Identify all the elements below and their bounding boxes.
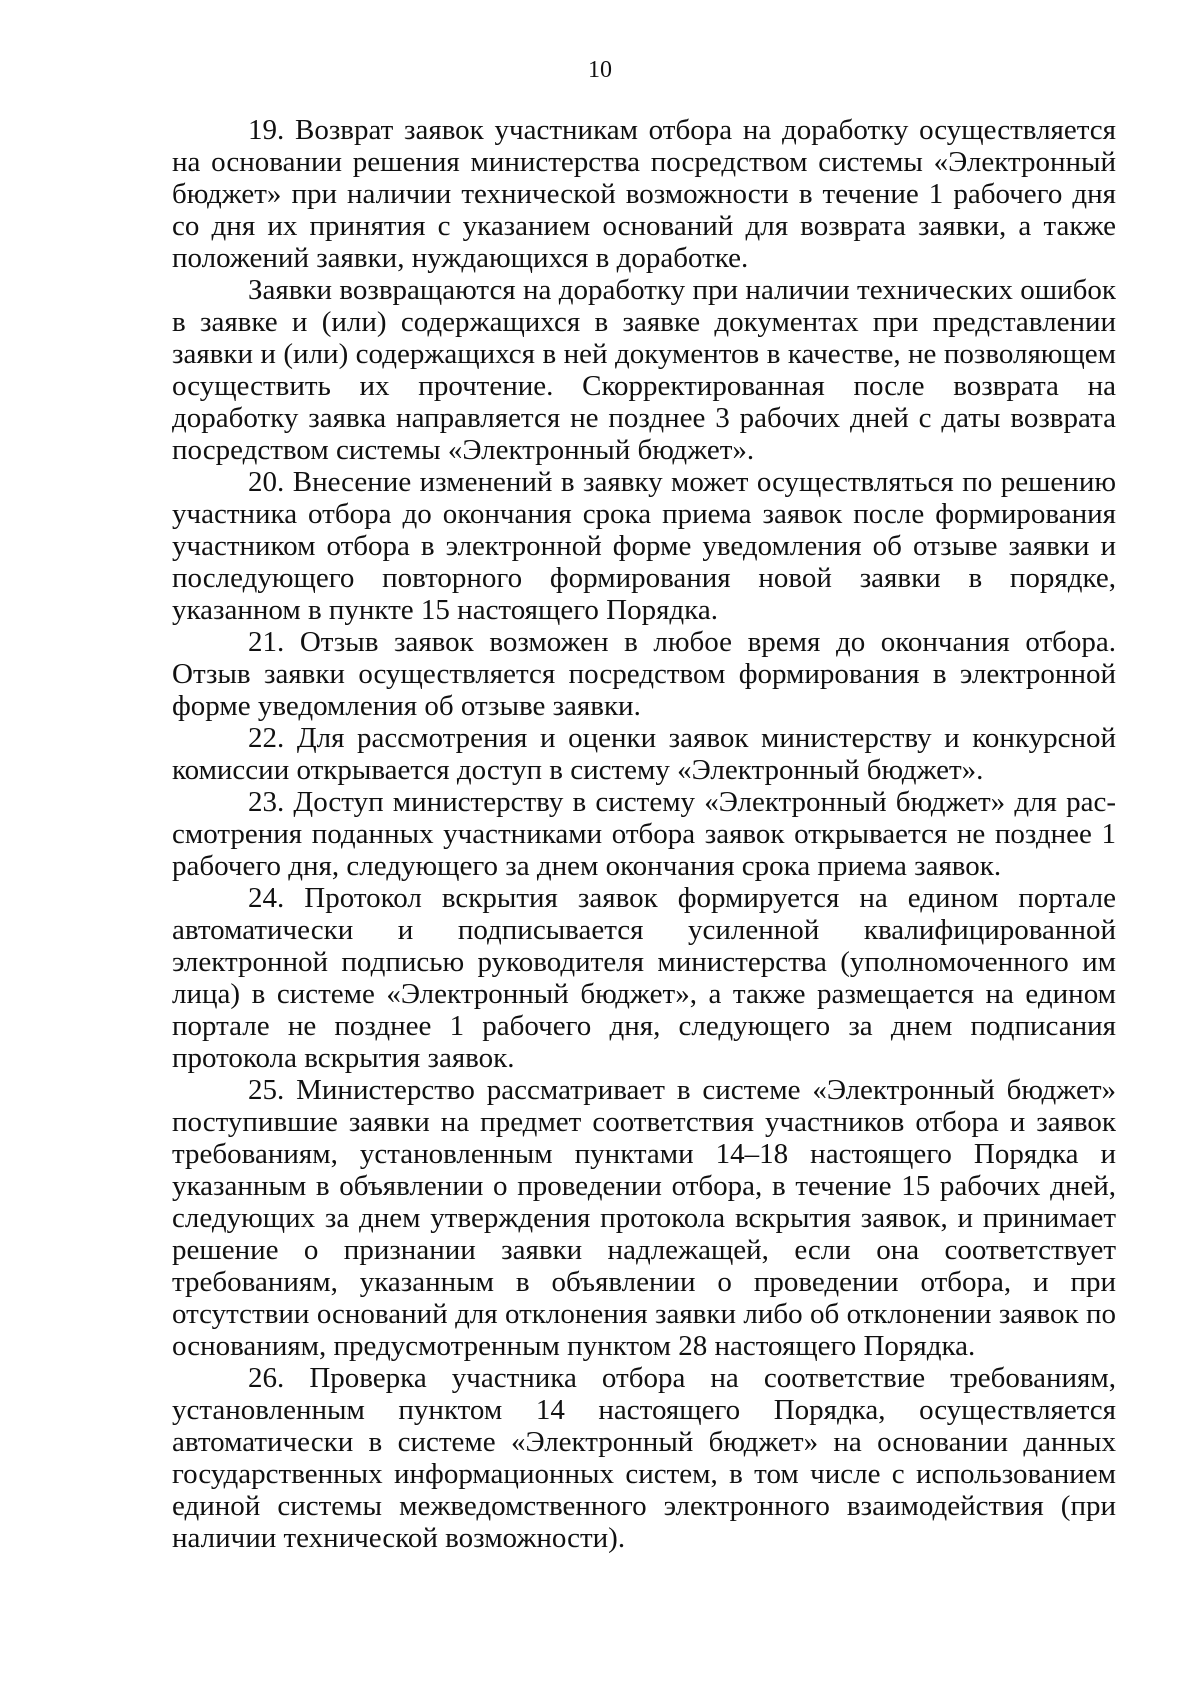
document-body — [172, 114, 1116, 1554]
paragraph-19: 19. Возврат заявок участникам отбора на доработку осуществляется на основании решения министерства посредством системы «Электронный бюджет» при наличии технической возможности в течение 1 рабочего дня со дня их принятия с указанием оснований для возврата заявки, а также положений заявки, нуждающихся в доработке. — [172, 114, 1116, 274]
paragraph-24: 24. Протокол вскрытия заявок формируется на едином портале автоматически и подписывается усиленной квалифицированной электронной подписью руководителя министерства (уполномоченного им лица) в системе «Электронный бюджет», а также размещается на едином портале не позднее 1 рабочего дня, следующего за днем подписания протокола вскрытия заявок. — [172, 882, 1116, 1074]
paragraph-20: 20. Внесение изменений в заявку может осуществляться по решению участника отбора до окончания срока приема заявок после формирования участником отбора в электронной форме уведомления об отзыве заявки и последующего повторного формирования новой заявки в порядке, указанном в пункте 15 настоящего Порядка. — [172, 466, 1116, 626]
paragraph-22: 22. Для рассмотрения и оценки заявок министерству и конкурсной комиссии открывается доступ в систему «Электронный бюджет». — [172, 722, 1116, 786]
paragraph-23: 23. Доступ министерству в систему «Электронный бюджет» для рассмотрения поданных участниками отбора заявок открывается не позднее 1 рабочего дня, следующего за днем окончания срока приема заявок. — [172, 786, 1116, 882]
paragraph-21: 21. Отзыв заявок возможен в любое время до окончания отбора. Отзыв заявки осуществляется посредством формирования в электронной форме уведомления об отзыве заявки. — [172, 626, 1116, 722]
page-number: 10 — [588, 57, 612, 83]
paragraph-25: 25. Министерство рассматривает в системе «Электронный бюджет» поступившие заявки на предмет соответствия участников отбора и заявок требованиям, установленным пунктами 14–18 настоящего Порядка и указанным в объявлении о проведении отбора, в течение 15 рабочих дней, следующих за днем утверждения протокола вскрытия заявок, и принимает решение о признании заявки надлежащей, если она соответствует требованиям, указанным в объявлении о проведении отбора, и при отсутствии оснований для отклонения заявки либо об отклонении заявок по основаниям, предусмотренным пунктом 28 настоящего Порядка. — [172, 1074, 1116, 1362]
paragraph-19-continued: Заявки возвращаются на доработку при наличии технических ошибок в заявке и (или) содержащихся в заявке документах при представлении заявки и (или) содержащихся в ней документов в качестве, не позволяющем осуществить их прочтение. Скорректированная после возврата на доработку заявка направляется не позднее 3 рабочих дней с даты возврата посредством системы «Электронный бюджет». — [172, 274, 1116, 466]
paragraph-26: 26. Проверка участника отбора на соответствие требованиям, установленным пунктом 14 настоящего Порядка, осуществляется автоматически в системе «Электронный бюджет» на основании данных государственных информационных систем, в том числе с использованием единой системы межведомственного электронного взаимодействия (при наличии технической возможности). — [172, 1362, 1116, 1554]
